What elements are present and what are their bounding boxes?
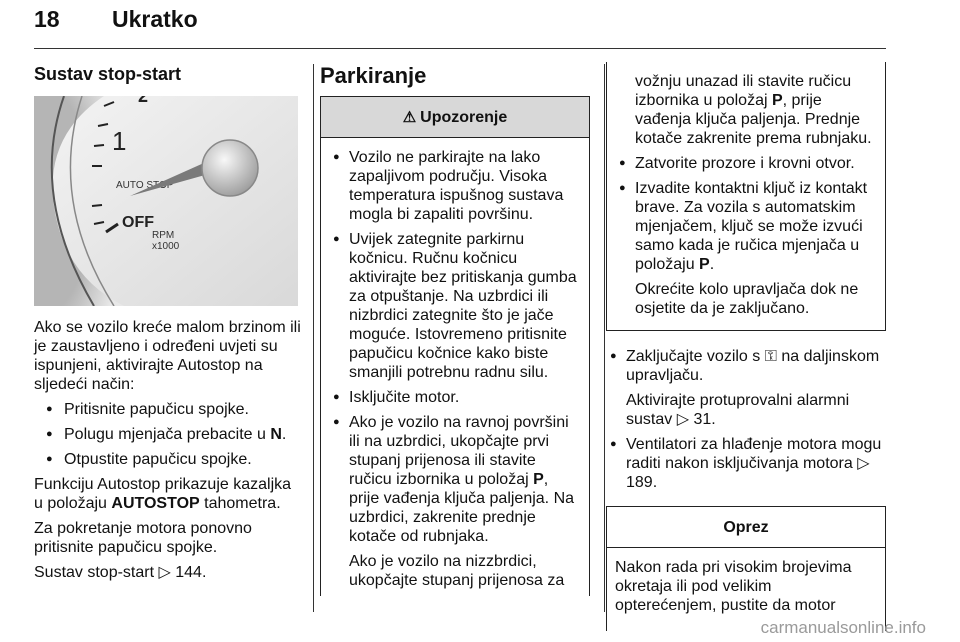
column-parking-continued <box>606 62 886 631</box>
intro-paragraph: Ako se vozilo kreće malom brzinom ili je zaustavljeno i određeni uvjeti su ispunjeni, aktivirajte Autostop na sljedeći način: <box>34 319 301 393</box>
step-item: ● Otpustite papučicu spojke. <box>34 450 302 469</box>
dial-mark-1: 1 <box>112 126 127 156</box>
after-parking-list <box>606 347 886 492</box>
warning-item: ● Vozilo ne parkirajte na lako zapaljivom području. Visoka temperatura ispušnog sustava mogla bi zapaliti površinu. <box>329 148 581 224</box>
tachometer-illustration <box>34 96 298 306</box>
warning-title: Upozorenje <box>420 108 508 126</box>
warning-continuation-text: vožnju unazad ili stavite ručicu izbornika u položaj P, prije vađenja ključa paljenja. Prednje kotače zakrenite prema rubnjaku. <box>635 73 872 147</box>
section-title: Ukratko <box>112 6 198 32</box>
x1000-label: x1000 <box>152 241 180 252</box>
needle-hub <box>202 140 258 196</box>
list-item: ● Zaključajte vozilo s ⚿ na daljinskom upravljaču. Aktivirajte protuprovalni alarmni sustav ▷ 31. <box>606 347 886 429</box>
step-item: ● Pritisnite papučicu spojke. <box>34 400 302 419</box>
warning-box-continued <box>606 62 886 331</box>
column-parking <box>320 62 590 596</box>
reference-arrow-icon: ▷ <box>676 411 689 428</box>
warning-item: ● Uvijek zategnite parkirnu kočnicu. Ručnu kočnicu aktivirajte bez pritiskanja gumba za otpuštanje. Na uzbrdici ili nizbrdici zategnite što je jače moguće. Istovremeno pritisnite papučicu kočnice kako biste smanjili potrebnu radnu silu. <box>329 230 581 382</box>
alarm-reference[interactable]: Aktivirajte protuprovalni alarmni sustav ▷ 31. <box>626 392 850 428</box>
column-stop-start <box>34 62 302 588</box>
caution-body: Nakon rada pri visokim brojevima okretaja ili pod velikim opterećenjem, pustite da motor <box>615 559 852 614</box>
step-item: ● Polugu mjenjača prebacite u N. <box>34 425 302 444</box>
warning-list-continued <box>615 154 877 274</box>
page-number: 18 <box>34 6 60 32</box>
reference-arrow-icon: ▷ <box>857 455 870 472</box>
caution-header: Oprez <box>607 507 885 548</box>
steering-lock-note: Okrećite kolo upravljača dok ne osjetite da je zaključano. <box>635 281 859 317</box>
lock-icon: ⚿ <box>764 348 777 365</box>
function-paragraph: Funkciju Autostop prikazuje kazaljka u položaju AUTOSTOP tahometra. <box>34 476 292 512</box>
reference-arrow-icon: ▷ <box>158 564 171 581</box>
warning-box <box>320 96 590 596</box>
dial-mark-2: 2 <box>138 96 149 106</box>
warning-item: ● Isključite motor. <box>329 388 581 407</box>
warning-icon: ⚠ <box>402 108 417 126</box>
list-item: ● Ventilatori za hlađenje motora mogu raditi nakon isključivanja motora ▷ 189. <box>606 435 886 492</box>
warning-body <box>321 138 589 596</box>
autostop-steps <box>34 400 302 469</box>
page-header <box>34 2 886 49</box>
restart-paragraph: Za pokretanje motora ponovno pritisnite papučicu spojke. <box>34 520 252 556</box>
warning-continuation: Ako je vozilo na nizzbrdici, ukopčajte stupanj prijenosa za <box>349 553 565 589</box>
auto-stop-label: AUTO STOP <box>116 180 174 191</box>
warning-body-continued <box>607 62 885 330</box>
rpm-label: RPM <box>152 230 175 241</box>
off-label: OFF <box>122 214 154 231</box>
section-heading-stop-start: Sustav stop-start <box>34 64 182 84</box>
warning-item: ● Izvadite kontaktni ključ iz kontakt brave. Za vozila s automatskim mjenjačem, ključ se može izvući samo kada je ručica mjenjača u položaju P. <box>615 179 877 274</box>
warning-list <box>329 148 581 546</box>
caution-box <box>606 506 886 631</box>
tachometer-figure <box>34 96 298 306</box>
watermark: carmanualsonline.info <box>760 618 926 637</box>
cross-reference[interactable]: Sustav stop-start ▷ 144. <box>34 564 207 581</box>
column-divider-2 <box>604 64 605 612</box>
column-divider-1 <box>313 64 314 612</box>
warning-header <box>321 97 589 138</box>
warning-item: ● Zatvorite prozore i krovni otvor. <box>615 154 877 173</box>
warning-item: ● Ako je vozilo na ravnoj površini ili na uzbrdici, ukopčajte prvi stupanj prijenosa ili stavite ručicu izbornika u položaj P, prije vađenja ključa paljenja. Na uzbrdici, zakrenite prednje kotače od rubnjaka. <box>329 413 581 546</box>
section-heading-parking: Parkiranje <box>320 63 427 88</box>
